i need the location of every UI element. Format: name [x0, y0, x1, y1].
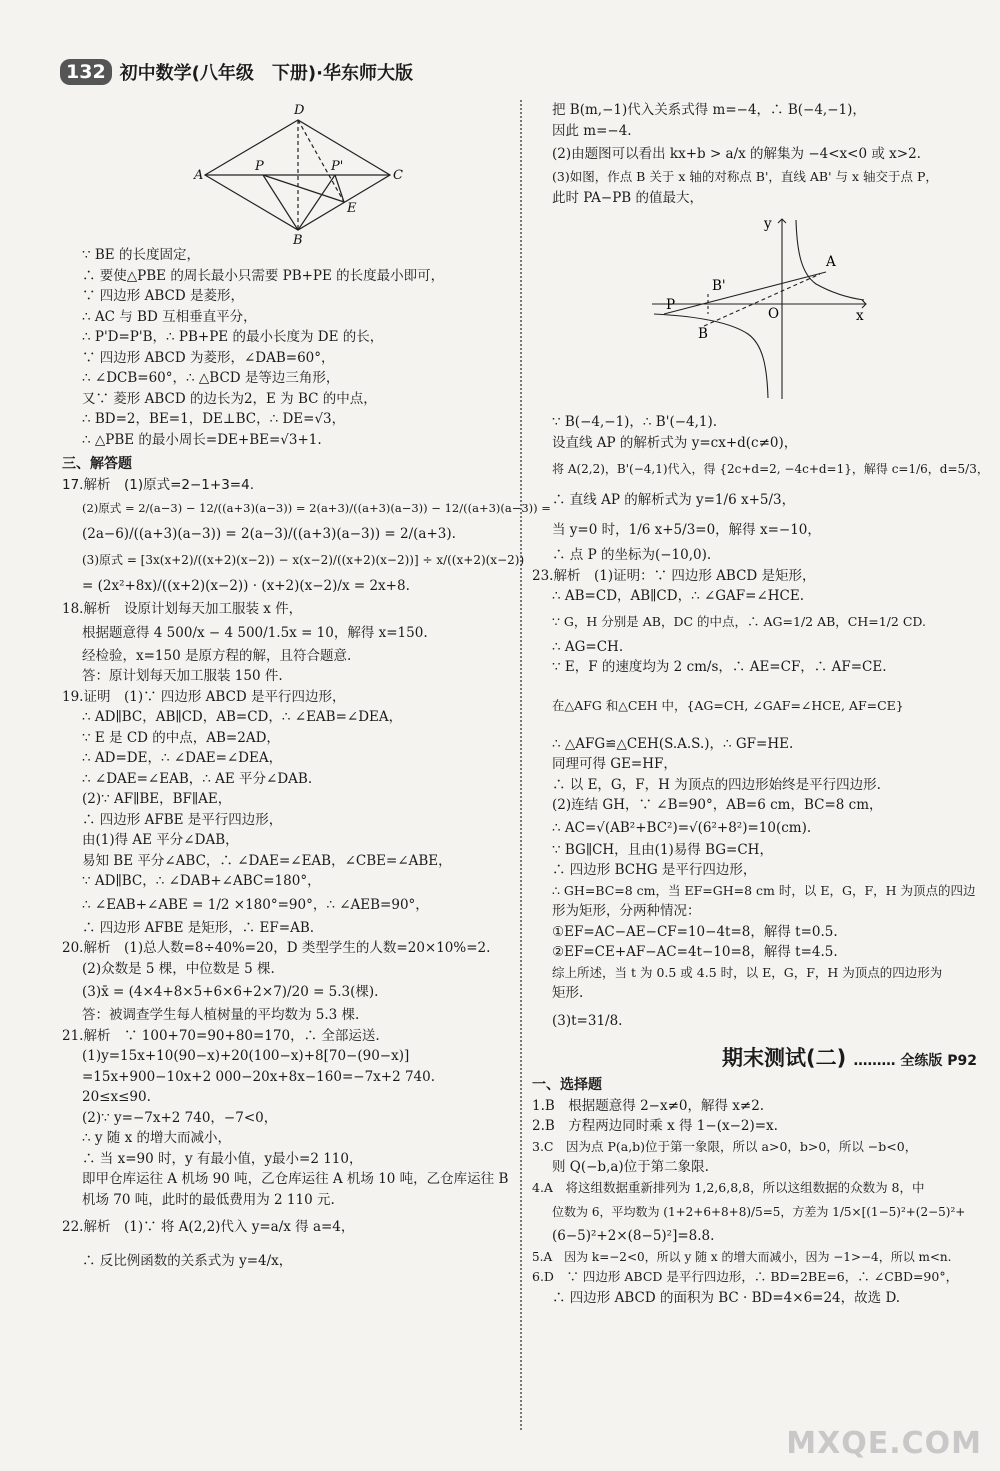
text-line: (1)y=15x+10(90−x)+20(100−x)+8[70−(90−x)]: [82, 1048, 410, 1064]
problem-20: 20.解析 (1)总人数=8÷40%=20，D 类型学生的人数=20×10%=2.: [62, 940, 491, 956]
label-C: C: [393, 168, 403, 183]
text-line: 即甲仓库运往 A 机场 90 吨，乙仓库运往 A 机场 10 吨，乙仓库运往 B: [82, 1171, 509, 1187]
text-line: ∴ ∠EAB+∠ABE = 1/2 ×180°=90°，∴ ∠AEB=90°，: [82, 896, 429, 913]
text-line: ∴ BD=2，BE=1，DE⊥BC，∴ DE=√3，: [82, 411, 346, 427]
text-line: (2)∵ y=−7x+2 740，−7<0，: [82, 1109, 278, 1126]
text-line: (3)如图，作点 B 关于 x 轴的对称点 B'，直线 AB' 与 x 轴交于点 P，: [552, 169, 938, 184]
column-divider: [520, 100, 522, 1430]
text-line: (2)∵ AF∥BE，BF∥AE，: [82, 791, 232, 807]
exam-title: 期末测试(二): [721, 1045, 847, 1070]
text-line: ∵ E，F 的速度均为 2 cm/s，∴ AE=CF，∴ AF=CE.: [552, 659, 887, 675]
answer-2: 2.B 方程两边同时乘 x 得 1−(x−2)=x.: [532, 1118, 778, 1134]
text-line: ∴ AB=CD，AB∥CD，∴ ∠GAF=∠HCE.: [552, 588, 805, 604]
page-number: 132: [60, 59, 112, 85]
text-line: ∴ 以 E，G，F，H 为顶点的四边形始终是平行四边形.: [552, 776, 881, 793]
text-line: ∵ G，H 分别是 AB，DC 的中点，∴ AG=1/2 AB，CH=1/2 CD.: [552, 613, 926, 629]
text-line: ∴ ∠DCB=60°，∴ △BCD 是等边三角形，: [82, 370, 340, 386]
label-y: y: [764, 216, 772, 232]
rhombus-figure: [195, 98, 410, 248]
text-line: ∴ y 随 x 的增大而减小，: [82, 1130, 231, 1146]
text-line: 综上所述，当 t 为 0.5 或 4.5 时，以 E，G，F，H 为顶点的四边形为: [552, 964, 943, 980]
text-line: 此时 PA−PB 的值最大，: [552, 189, 703, 206]
text-line: 将 A(2,2)，B'(−4,1)代入，得 {2c+d=2, −4c+d=1}，解得 c=1/6，d=5/3，: [552, 462, 989, 476]
text-line: 又∵ 菱形 ABCD 的边长为2，E 为 BC 的中点，: [82, 390, 377, 407]
text-line: 形为矩形，分两种情况：: [552, 903, 701, 919]
label-E: E: [347, 201, 357, 216]
right-column: [532, 100, 989, 1308]
text-line: ∵ B(−4,−1)，∴ B'(−4,1).: [552, 414, 718, 430]
text-line: ∵ 四边形 ABCD 为菱形，∠DAB=60°，: [82, 349, 335, 366]
label-x: x: [856, 308, 864, 324]
label-D: D: [294, 103, 305, 118]
text-line: 把 B(m,−1)代入关系式得 m=−4，∴ B(−4,−1)，: [552, 102, 866, 118]
answer-4-line: 4.A 将这组数据重新排列为 1,2,6,8,8，所以这组数据的众数为 8，中: [532, 1179, 925, 1195]
text-line: ∴ 四边形 BCHG 是平行四边形，: [552, 862, 757, 878]
exam-heading: [552, 1045, 977, 1072]
label-P: P: [255, 159, 264, 174]
text-line: ∴ 四边形 AFBE 是平行四边形，: [82, 811, 283, 828]
problem-21: 21.解析 ∵ 100+70=90+80=170，∴ 全部运送.: [62, 1027, 380, 1044]
label-P-prime: P': [331, 159, 344, 174]
text-line: ∵ BG∥CH，且由(1)易得 BG=CH，: [552, 841, 773, 858]
text-line: (2)由题图可以看出 kx+b > a/x 的解集为 −4<x<0 或 x>2.: [552, 146, 921, 162]
section-heading: 一、选择题: [532, 1077, 602, 1093]
text-line: 机场 70 吨，此时的最低费用为 2 110 元.: [82, 1191, 335, 1208]
text-line: = (2x²+8x)/((x+2)(x−2)) · (x+2)(x−2)/x = 2x+8.: [82, 578, 410, 594]
watermark: MXQE.COM: [786, 1426, 982, 1461]
text-line: ①EF=AC−AE−CF=10−4t=8，解得 t=0.5.: [552, 923, 838, 940]
text-line: 矩形.: [552, 985, 584, 1001]
text-line: ∴ 当 x=90 时，y 有最小值，y最小=2 110，: [82, 1150, 363, 1167]
text-line: 由(1)得 AE 平分∠DAB，: [82, 832, 239, 848]
problem-18: 18.解析 设原计划每天加工服装 x 件，: [62, 601, 303, 617]
text-line: ∴ GH=BC=8 cm，当 EF=GH=8 cm 时，以 E，G，F，H 为顶点的四边: [552, 882, 976, 898]
text-line: 易知 BE 平分∠ABC，∴ ∠DAE=∠EAB，∠CBE=∠ABE，: [82, 852, 452, 869]
label-P: P: [666, 297, 676, 313]
text-line: (2)原式 = 2/(a−3) − 12/((a+3)(a−3)) = 2(a+3)/((a+3)(a−3)) − 12/((a+3)(a−3)) =: [82, 501, 551, 515]
text-line: ∴ ∠DAE=∠EAB，∴ AE 平分∠DAB.: [82, 770, 313, 787]
text-line: ∴ 四边形 ABCD 的面积为 BC · BD=4×6=24，故选 D.: [552, 1289, 901, 1306]
label-B-prime: B': [712, 278, 726, 294]
text-line: (6−5)²+2×(8−5)²]=8.8.: [552, 1228, 715, 1244]
section-heading: 三、解答题: [62, 456, 132, 472]
label-A: A: [194, 168, 204, 183]
text-line: (3)x̄ = (4×4+8×5+6×6+2×7)/20 = 5.3(棵).: [82, 984, 379, 1000]
text-line: 经检验，x=150 是原方程的解，且符合题意.: [82, 647, 352, 664]
problem-23: 23.解析 (1)证明：∵ 四边形 ABCD 是矩形，: [532, 567, 816, 584]
text-line: 答：原计划每天加工服装 150 件.: [82, 668, 283, 684]
text-line: 根据题意得 4 500/x − 4 500/1.5x = 10，解得 x=150.: [82, 624, 428, 641]
left-column: [62, 245, 551, 1278]
text-line: 设直线 AP 的解析式为 y=cx+d(c≠0)，: [552, 434, 798, 451]
text-line: ∴ AD∥BC，AB∥CD，AB=CD，∴ ∠EAB=∠DEA，: [82, 709, 403, 725]
text-line: ∴ △PBE 的最小周长=DE+BE=√3+1.: [82, 431, 322, 448]
text-line: ∵ E 是 CD 的中点，AB=2AD，: [82, 729, 280, 746]
text-line: ∴ AC 与 BD 互相垂直平分，: [82, 308, 257, 325]
text-line: 当 y=0 时，1/6 x+5/3=0，解得 x=−10，: [552, 522, 821, 538]
exam-page-ref: ……… 全练版 P92: [853, 1052, 977, 1069]
text-line: ∵ AD∥BC，∴ ∠DAB+∠ABC=180°，: [82, 873, 321, 889]
text-line: 答：被调查学生每人植树量的平均数为 5.3 棵.: [82, 1007, 360, 1023]
text-line: ∴ 四边形 AFBE 是矩形，∴ EF=AB.: [82, 919, 315, 936]
text-line: ∴ 直线 AP 的解析式为 y=1/6 x+5/3，: [552, 492, 796, 508]
text-line: 20≤x≤90.: [82, 1089, 151, 1105]
problem-17: 17.解析 (1)原式=2−1+3=4.: [62, 476, 254, 493]
text-line: ∴ 要使△PBE 的周长最小只需要 PB+PE 的长度最小即可，: [82, 267, 445, 284]
label-B: B: [293, 233, 303, 248]
text-line: (2a−6)/((a+3)(a−3)) = 2(a−3)/((a+3)(a−3)) = 2/(a+3).: [82, 526, 456, 542]
label-A: A: [826, 254, 836, 270]
text-line: 则 Q(−b,a)位于第二象限.: [552, 1159, 709, 1175]
problem-19: 19.证明 (1)∵ 四边形 ABCD 是平行四边形，: [62, 688, 346, 705]
text-line: =15x+900−10x+2 000−20x+8x−160=−7x+2 740.: [82, 1068, 436, 1085]
text-line: (2)众数是 5 棵，中位数是 5 棵.: [82, 960, 275, 977]
text-line: ∴ △AFG≌△CEH(S.A.S.)，∴ GF=HE.: [552, 735, 794, 752]
problem-22: 22.解析 (1)∵ 将 A(2,2)代入 y=a/x 得 a=4，: [62, 1219, 355, 1235]
text-line: ∴ 点 P 的坐标为(−10,0).: [552, 547, 712, 563]
label-B: B: [698, 326, 708, 342]
text-line: 在△AFG 和△CEH 中，{AG=CH, ∠GAF=∠HCE, AF=CE}: [552, 697, 904, 713]
text-line: ∵ BE 的长度固定，: [82, 247, 200, 263]
text-line: 因此 m=−4.: [552, 122, 632, 139]
text-line: ∴ AD=DE，∴ ∠DAE=∠DEA，: [82, 750, 283, 766]
text-line: ∴ 反比例函数的关系式为 y=4/x，: [82, 1253, 293, 1269]
answer-1: 1.B 根据题意得 2−x≠0，解得 x≠2.: [532, 1097, 765, 1114]
answer-5: 5.A 因为 k=−2<0，所以 y 随 x 的增大而减小，因为 −1>−4，所以 m<n.: [532, 1249, 952, 1264]
text-line: (2)连结 GH，∵ ∠B=90°，AB=6 cm，BC=8 cm，: [552, 797, 883, 813]
answer-6: 6.D ∵ 四边形 ABCD 是平行四边形，∴ BD=2BE=6，∴ ∠CBD=90°，: [532, 1269, 959, 1284]
text-line: ∴ AG=CH.: [552, 638, 624, 655]
answer-3: 3.C 因为点 P(a,b)位于第一象限，所以 a>0，b>0，所以 −b<0，: [532, 1138, 918, 1154]
text-line: 位数为 6，平均数为 (1+2+6+8+8)/5=5，方差为 1/5×[(1−5)²+(2−5)²+: [552, 1205, 966, 1219]
book-title: 初中数学(八年级 下册)·华东师大版: [119, 63, 413, 84]
text-line: (3)原式 = [3x(x+2)/((x+2)(x−2)) − x(x−2)/((x+2)(x−2))] ÷ x/((x+2)(x−2)): [82, 553, 525, 567]
text-line: (3)t=31/8.: [552, 1012, 623, 1029]
text-line: 同理可得 GE=HF，: [552, 756, 677, 772]
page-header: [60, 58, 413, 86]
text-line: ∵ 四边形 ABCD 是菱形，: [82, 288, 244, 304]
hyperbola-figure: [644, 214, 874, 404]
text-line: ∴ AC=√(AB²+BC²)=√(6²+8²)=10(cm).: [552, 819, 812, 836]
label-O: O: [768, 306, 780, 322]
text-line: ∴ P'D=P'B，∴ PB+PE 的最小长度为 DE 的长，: [82, 329, 384, 345]
text-line: ②EF=CE+AF−AC=4t−10=8，解得 t=4.5.: [552, 944, 838, 960]
